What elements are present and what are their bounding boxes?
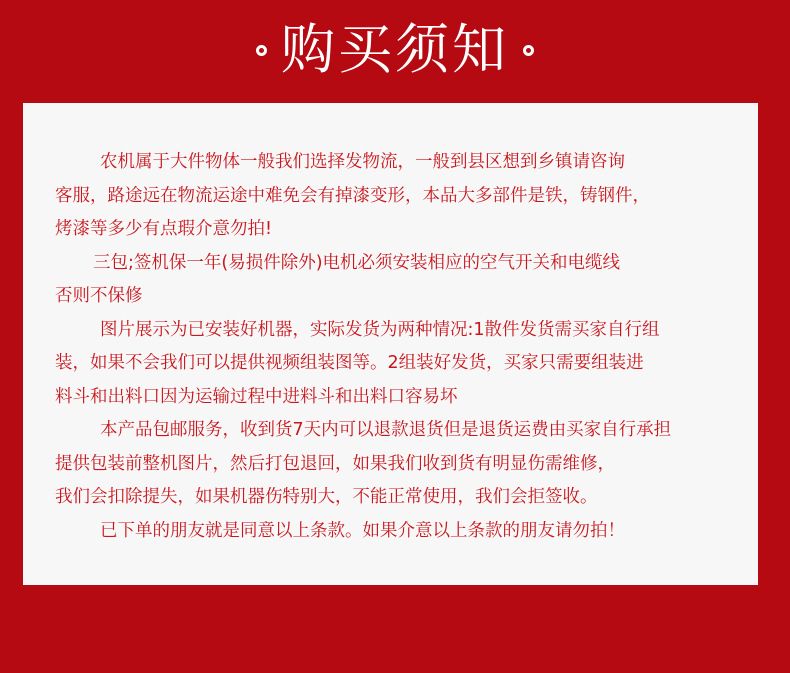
notice-paragraph-warranty (55, 247, 748, 314)
notice-line: 客服，路途远在物流运途中难免会有掉漆变形，本品大多部件是铁，铸钢件， (55, 185, 650, 206)
header (0, 0, 790, 100)
notice-line: 料斗和出料口因为运输过程中进料斗和出料口容易坏 (55, 386, 458, 407)
notice-paragraph-shipping (55, 146, 748, 247)
notice-line: 烤漆等多少有点瑕介意勿拍! (55, 219, 273, 239)
circle-dot-right-icon (523, 45, 534, 56)
notice-line: 农机属于大件物体一般我们选择发物流，一般到县区想到乡镇请咨询 (100, 152, 625, 172)
notice-line: 否则不保修 (55, 286, 143, 306)
notice-line: 提供包装前整机图片，然后打包退回，如果我们收到货有明显伤需维修， (55, 453, 615, 474)
notice-line: 我们会扣除提失，如果机器伤特别大，不能正常使用，我们会拒签收。 (55, 487, 598, 507)
page-title: 购买须知 (281, 18, 509, 81)
notice-paragraph-returns (55, 414, 748, 515)
notice-line: 图片展示为已安装好机器，实际发货为两种情况:1散件发货需买家自行组 (100, 319, 660, 340)
notice-line: 已下单的朋友就是同意以上条款。如果介意以上条款的朋友请勿拍！ (100, 520, 625, 541)
notice-paragraph-assembly (55, 314, 748, 415)
notice-paragraph-agreement (55, 515, 748, 549)
notice-panel (23, 103, 758, 585)
notice-line: 三包;签机保一年(易损件除外)电机必须安装相应的空气开关和电缆线 (93, 252, 621, 273)
notice-line: 本产品包邮服务，收到货7天内可以退款退货但是退货运费由买家自行承担 (100, 420, 672, 440)
notice-line: 装，如果不会我们可以提供视频组装图等。2组装好发货，买家只需要组装进 (55, 353, 644, 373)
circle-dot-left-icon (256, 45, 267, 56)
